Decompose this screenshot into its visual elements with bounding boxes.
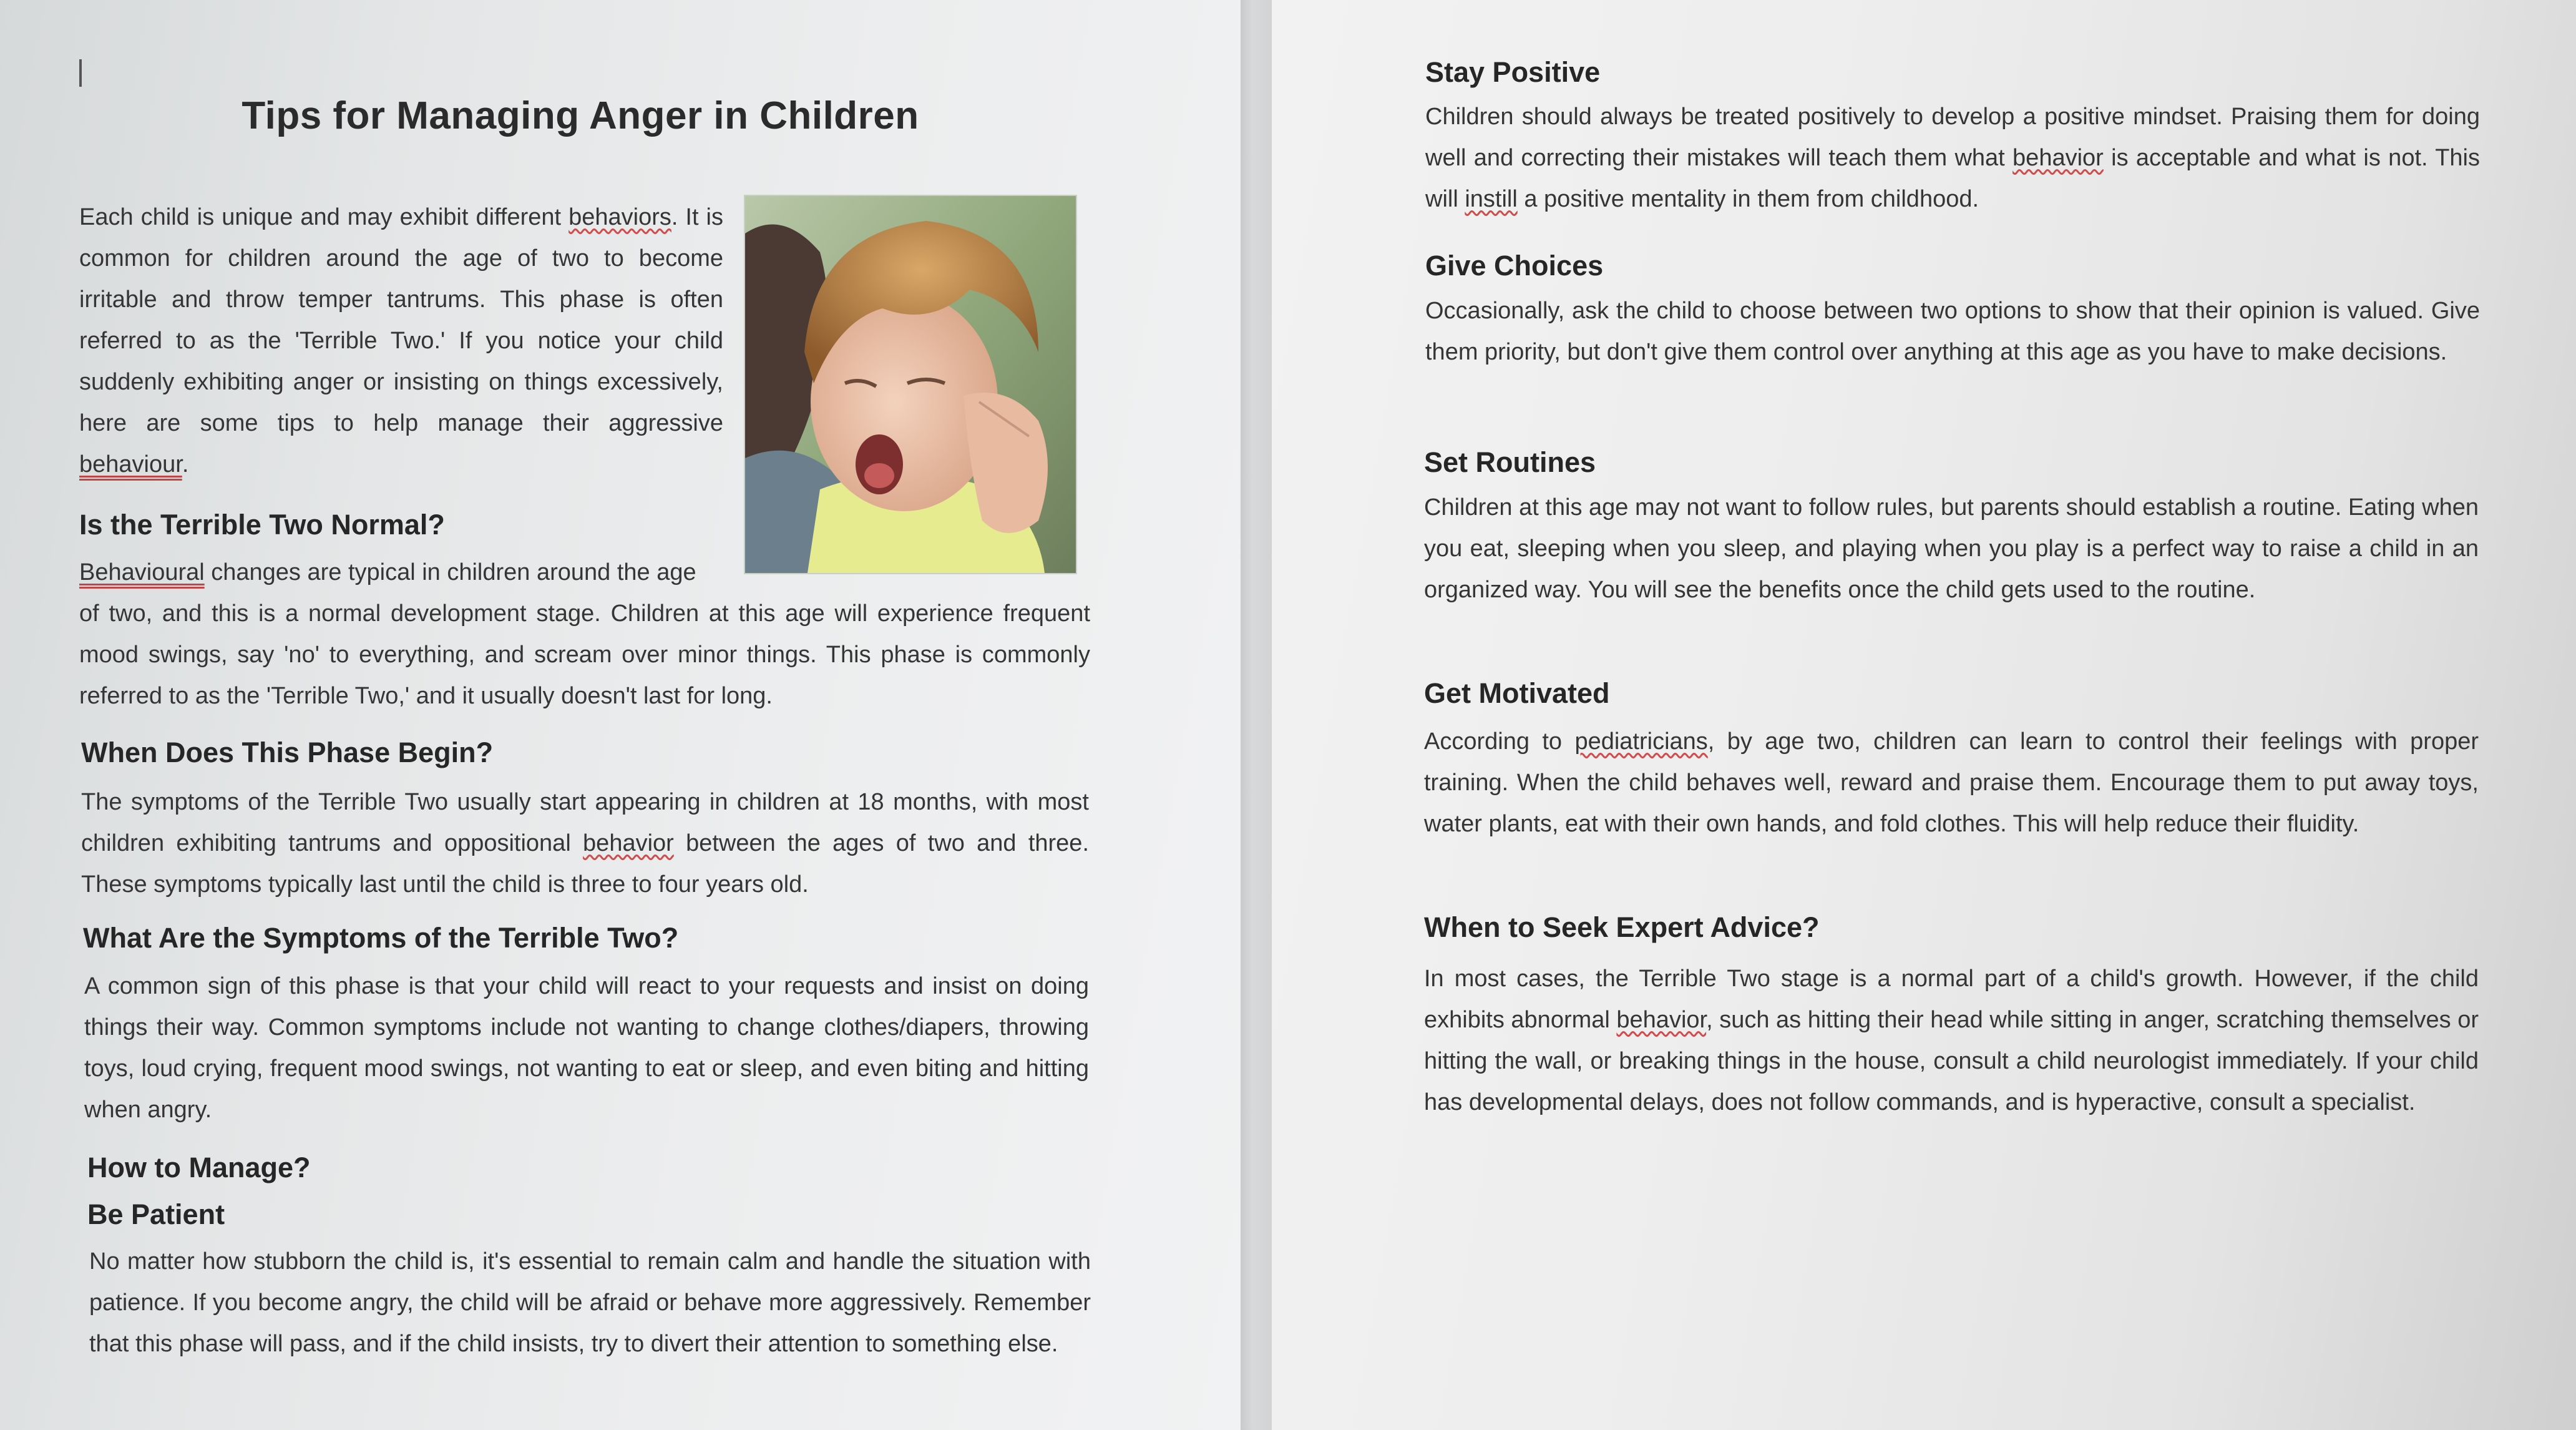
advice-text-a: In most cases, the Terrible Two stage is a normal part of a child's growth. However, if the child exhibits abnormal	[1424, 966, 2479, 1033]
child-photo-art	[745, 196, 1076, 573]
heading-get-motivated: Get Motivated	[1424, 677, 1610, 709]
intro-text-1: Each child is unique and may exhibit different	[79, 204, 569, 230]
patient-paragraph: No matter how stubborn the child is, it's essential to remain calm and handle the situation with patience. If you become angry, the child will be afraid or behave more aggressively. Remember that this phase will pass, and if the child insists, try to divert their attention to something else.	[89, 1248, 1091, 1357]
advice-text-b: , such as hitting their head while sitting in anger, scratching themselves or hitting the wall, or breaking things in the house, consult a child neurologist immediately. If your child has developmental delays, does not follow commands, and is hyperactive, consult a specialist.	[1424, 1007, 2479, 1115]
spelling-flag-behaviour[interactable]: behaviour	[79, 451, 182, 477]
spelling-flag-behavior-1[interactable]: behavior	[583, 830, 674, 856]
motivated-text-b: , by age two, children can learn to control their feelings with proper training. When the child behaves well, reward and praise them. Encourage them to put away toys, water plants, eat with their own hands, and fold clothes. This will help reduce their fluidity.	[1424, 728, 2479, 837]
symptoms-paragraph: A common sign of this phase is that your child will react to your requests and insist on doing things their way. Common symptoms include not wanting to change clothes/diapers, throwing toys, loud crying, frequent mood swings, not wanting to eat or sleep, and even biting and hitting when angry.	[84, 973, 1089, 1123]
routines-paragraph: Children at this age may not want to follow rules, but parents should establish a routine. Eating when you eat, sleeping when you sleep, and playing when you play is a perfect way to raise a child in an organized way. You will see the benefits once the child gets used to the routine.	[1424, 494, 2479, 603]
begin-text-b: between the ages of two and three. These symptoms typically last until the child is three to four years old.	[81, 830, 1090, 898]
spelling-flag-pediatricians[interactable]: pediatricians	[1574, 728, 1708, 755]
page-gap	[1241, 0, 1272, 1430]
child-crying-photo	[744, 195, 1077, 574]
positive-paragraph	[1425, 96, 2480, 220]
heading-symptoms: What Are the Symptoms of the Terrible Two?	[83, 922, 679, 954]
right-page	[1272, 0, 2576, 1430]
begin-text-a: The symptoms of the Terrible Two usually start appearing in children at 18 months, with most children exhibiting tantrums and oppositional	[81, 789, 1089, 856]
spelling-flag-behavior-3[interactable]: behavior	[1616, 1007, 1707, 1033]
spelling-flag-behavior-2[interactable]: behavior	[2012, 145, 2104, 171]
intro-text-3: .	[182, 451, 189, 477]
heading-seek-expert-advice: When to Seek Expert Advice?	[1424, 911, 1820, 943]
spelling-flag-instill[interactable]: instill	[1465, 186, 1518, 212]
spelling-flag-behavioural[interactable]: Behavioural	[79, 559, 205, 585]
positive-text-c: a positive mentality in them from childhood.	[1517, 186, 1979, 212]
choices-paragraph: Occasionally, ask the child to choose between two options to show that their opinion is valued. Give them priority, but don't give them control over anything at this age as you have to make decisions.	[1425, 298, 2480, 365]
advice-paragraph	[1424, 958, 2479, 1123]
normal-text-a: changes are typical in children around the age	[204, 559, 696, 585]
begin-paragraph	[81, 781, 1089, 905]
heading-when-phase-begin: When Does This Phase Begin?	[81, 737, 494, 768]
heading-be-patient: Be Patient	[87, 1198, 225, 1230]
text-cursor	[79, 59, 82, 87]
left-page	[0, 0, 1241, 1430]
positive-text-b: is acceptable and what is not. This will	[1425, 145, 2480, 212]
motivated-paragraph	[1424, 721, 2479, 845]
positive-text-a: Children should always be treated positively to develop a positive mindset. Praising them for doing well and correcting their mistakes will teach them what	[1425, 104, 2480, 171]
normal-paragraph-wrap	[79, 552, 728, 593]
heading-set-routines: Set Routines	[1424, 446, 1596, 478]
heading-stay-positive: Stay Positive	[1425, 56, 1601, 88]
document-title: Tips for Managing Anger in Children	[242, 94, 919, 137]
motivated-text-a: According to	[1424, 728, 1575, 755]
heading-terrible-two-normal: Is the Terrible Two Normal?	[79, 509, 445, 541]
heading-give-choices: Give Choices	[1425, 250, 1604, 282]
intro-paragraph	[79, 197, 723, 485]
spelling-flag-behaviors[interactable]: behaviors	[568, 204, 671, 230]
heading-how-to-manage: How to Manage?	[87, 1152, 311, 1183]
intro-text-2: . It is common for children around the age of two to become irritable and throw temper tantrums. This phase is often referred to as the 'Terrible Two.' If you notice your child suddenly exhibiting anger or insisting on things excessively, here are some tips to help manage their aggressive	[79, 204, 724, 436]
normal-paragraph: of two, and this is a normal development stage. Children at this age will experience frequent mood swings, say 'no' to everything, and scream over minor things. This phase is commonly referred to as the 'Terrible Two,' and it usually doesn't last for long.	[79, 600, 1090, 709]
